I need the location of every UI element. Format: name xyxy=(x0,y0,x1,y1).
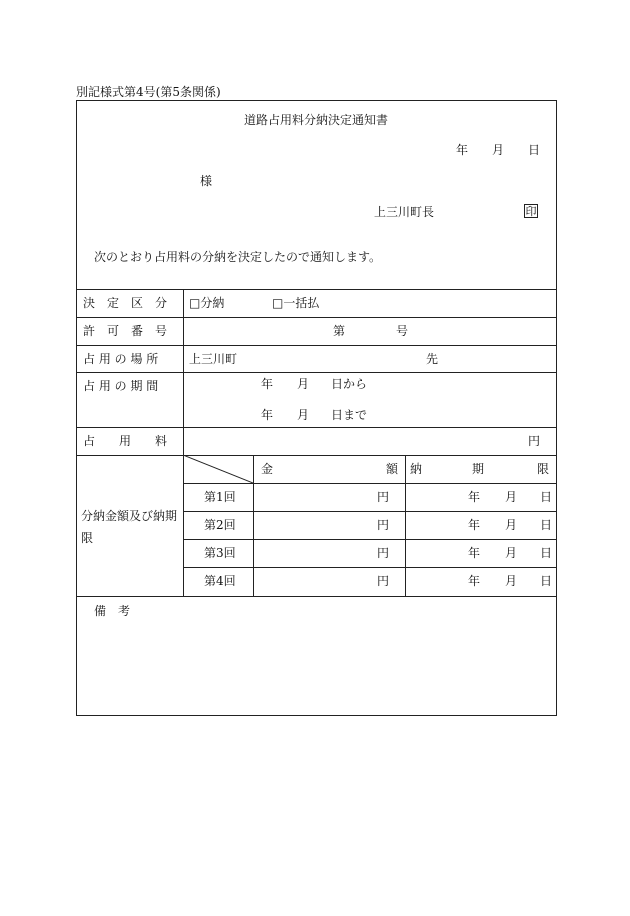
installment-name: 第2回 xyxy=(204,518,236,532)
installment-day: 日 xyxy=(540,546,553,560)
installment-checkbox[interactable]: □分納 xyxy=(189,296,225,310)
installment-day: 日 xyxy=(540,518,553,532)
row-divider xyxy=(183,483,557,484)
deadline-header-2: 期 xyxy=(472,462,485,476)
fee-unit: 円 xyxy=(528,434,541,448)
column-divider xyxy=(405,455,406,596)
installment-yen: 円 xyxy=(377,490,390,504)
installment-year: 年 xyxy=(468,574,481,588)
row-divider xyxy=(76,372,557,373)
addressee-suffix: 様 xyxy=(200,174,213,188)
column-divider xyxy=(253,455,254,596)
location-label: 占 用 の 場 所 xyxy=(83,352,159,366)
installment-day: 日 xyxy=(540,490,553,504)
installment-month: 月 xyxy=(505,490,518,504)
remarks-area[interactable] xyxy=(77,620,556,714)
location-saki: 先 xyxy=(426,352,439,366)
fee-label: 占 用 料 xyxy=(83,434,168,448)
installment-name: 第3回 xyxy=(204,546,236,560)
diagonal-header-cell xyxy=(183,455,253,483)
decision-label: 決 定 区 分 xyxy=(83,296,168,310)
installment-day: 日 xyxy=(540,574,553,588)
row-divider xyxy=(183,511,557,512)
permit-number-label: 許 可 番 号 xyxy=(83,324,168,338)
permit-dai-label: 第 xyxy=(333,324,346,338)
lump-sum-checkbox[interactable]: □一括払 xyxy=(272,296,320,310)
remarks-label: 備 考 xyxy=(94,604,131,618)
installment-year: 年 xyxy=(468,518,481,532)
form-label: 別記様式第4号(第5条関係) xyxy=(76,85,221,99)
period-to-year: 年 xyxy=(261,408,274,422)
amount-header-1: 金 xyxy=(261,462,274,476)
sender-name: 上三川町長 xyxy=(374,205,435,219)
deadline-header-3: 限 xyxy=(537,462,550,476)
row-divider xyxy=(183,567,557,568)
period-from-month: 月 xyxy=(297,377,310,391)
notice-body: 次のとおり占用料の分納を決定したので通知します。 xyxy=(94,250,382,264)
permit-go-label: 号 xyxy=(396,324,409,338)
period-from-day: 日から xyxy=(331,377,368,391)
row-divider xyxy=(76,596,557,597)
date-year-label: 年 xyxy=(456,143,469,157)
deadline-header-1: 納 xyxy=(410,462,423,476)
seal-mark: 印 xyxy=(525,205,537,218)
document-title: 道路占用料分納決定通知書 xyxy=(244,113,389,127)
installment-yen: 円 xyxy=(377,546,390,560)
installments-label: 分納金額及び納期限 xyxy=(81,509,178,545)
date-day-label: 日 xyxy=(528,143,541,157)
installment-month: 月 xyxy=(505,518,518,532)
period-label: 占 用 の 期 間 xyxy=(83,379,159,393)
installment-yen: 円 xyxy=(377,518,390,532)
installment-name: 第1回 xyxy=(204,490,236,504)
installment-year: 年 xyxy=(468,546,481,560)
amount-header-2: 額 xyxy=(386,462,399,476)
period-to-month: 月 xyxy=(297,408,310,422)
installment-month: 月 xyxy=(505,574,518,588)
installment-name: 第4回 xyxy=(204,574,236,588)
column-divider xyxy=(183,289,184,596)
row-divider xyxy=(76,317,557,318)
row-divider xyxy=(76,289,557,290)
installment-yen: 円 xyxy=(377,574,390,588)
period-from-year: 年 xyxy=(261,377,274,391)
location-town: 上三川町 xyxy=(189,352,238,366)
installment-month: 月 xyxy=(505,546,518,560)
row-divider xyxy=(76,455,557,456)
period-to-day: 日まで xyxy=(331,408,368,422)
installment-year: 年 xyxy=(468,490,481,504)
row-divider xyxy=(76,345,557,346)
row-divider xyxy=(76,427,557,428)
row-divider xyxy=(183,539,557,540)
date-month-label: 月 xyxy=(492,143,505,157)
